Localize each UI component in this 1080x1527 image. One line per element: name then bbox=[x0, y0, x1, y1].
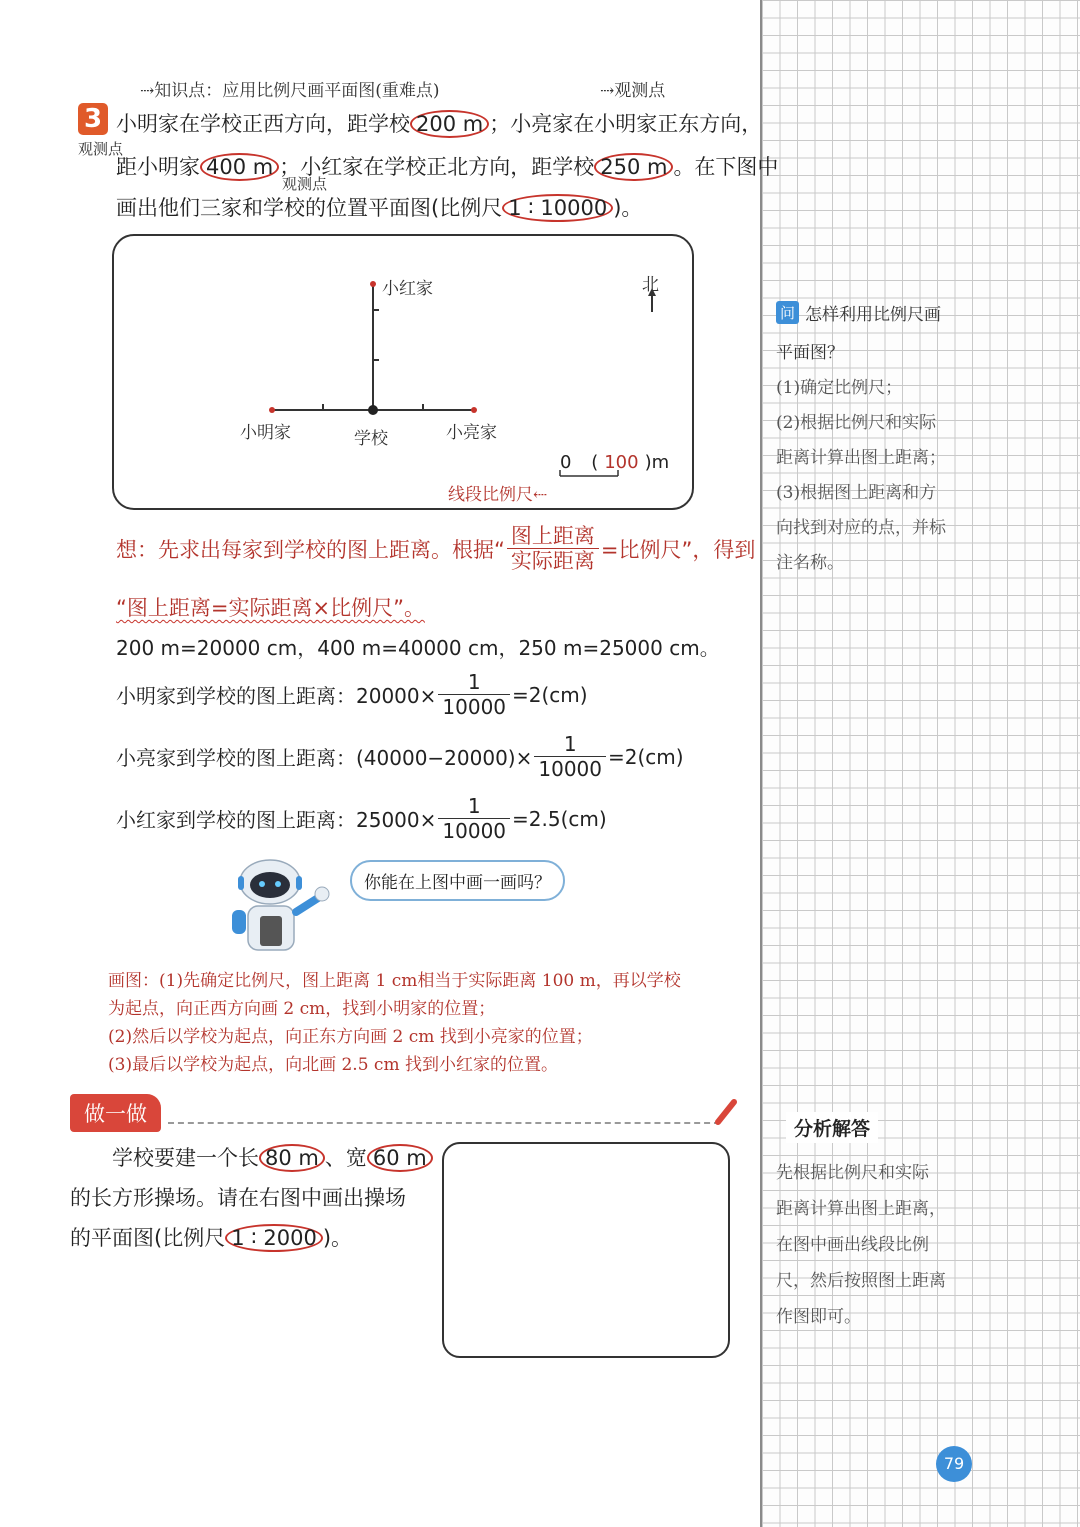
value-250m: 250 m bbox=[594, 153, 673, 181]
sidebar-q-line-6: 注名称。 bbox=[776, 553, 844, 573]
notes-grid bbox=[760, 0, 1080, 1527]
sidebar-q-line-1: (1)确定比例尺； bbox=[776, 378, 903, 398]
practice-tag: 做一做 bbox=[70, 1094, 161, 1132]
step-line-2: 为起点，向正西方向画 2 cm，找到小明家的位置； bbox=[108, 999, 496, 1019]
observe-note-mid: 观测点 bbox=[282, 175, 328, 193]
label-xiaoliang: 小亮家 bbox=[446, 423, 497, 443]
analysis-line-4: 尺，然后按照图上距离 bbox=[776, 1271, 946, 1291]
calc-row-xiaohong: 小红家到学校的图上距离：25000× $\frac{1}{10000}$ =2.5(cm) bbox=[116, 794, 607, 843]
observe-note-right: ⇢观测点 bbox=[600, 81, 666, 101]
ratio-fraction: $\frac{\text{图上距离}}{\text{实际距离}}$ bbox=[507, 524, 599, 573]
problem-number-badge: 3 bbox=[78, 103, 108, 135]
unit-conversion: 200 m=20000 cm，400 m=40000 cm，250 m=25000 cm。 bbox=[116, 636, 720, 660]
problem-line-1: 小明家在学校正西方向，距学校 200 m ；小亮家在小明家正东方向， bbox=[116, 112, 763, 136]
think-line-1: 想：先求出每家到学校的图上距离。根据“ $\frac{\text{图上距离}}{\text{实际距离}}$ =比例尺”，得到 bbox=[116, 524, 756, 573]
step-line-4: (3)最后以学校为起点，向北画 2.5 cm 找到小红家的位置。 bbox=[108, 1055, 558, 1075]
value-80m: 80 m bbox=[259, 1144, 325, 1172]
pencil-icon bbox=[714, 1098, 738, 1126]
analysis-line-2: 距离计算出图上距离， bbox=[776, 1199, 946, 1219]
calc-row-xiaoming: 小明家到学校的图上距离：20000× $\frac{1}{10000}$ =2(cm) bbox=[116, 670, 588, 719]
sidebar-q-line-5: 向找到对应的点，并标 bbox=[776, 518, 946, 538]
practice-line-3: 的平面图(比例尺 1 ∶ 2000 )。 bbox=[70, 1226, 353, 1250]
label-xiaoming: 小明家 bbox=[240, 423, 291, 443]
north-label: 北 bbox=[642, 275, 659, 295]
scale-bar-text: 0 ( 100 )m bbox=[560, 452, 670, 473]
sidebar-q-line-4: (3)根据图上距离和方 bbox=[776, 483, 937, 503]
label-xiaohong: 小红家 bbox=[382, 279, 433, 299]
step-line-3: (2)然后以学校为起点，向正东方向画 2 cm 找到小亮家的位置； bbox=[108, 1027, 593, 1047]
sidebar-question-title-2: 平面图？ bbox=[776, 343, 844, 363]
page-number: 79 bbox=[936, 1446, 972, 1482]
sidebar-question-title: 问 怎样利用比例尺画 bbox=[776, 300, 941, 325]
robot-illustration bbox=[228, 858, 340, 958]
label-school: 学校 bbox=[354, 429, 388, 449]
practice-line-1: 学校要建一个长 80 m 、宽 60 m bbox=[112, 1142, 433, 1172]
analysis-title: 分析解答 bbox=[786, 1112, 878, 1143]
calc-row-xiaoliang: 小亮家到学校的图上距离：(40000−20000)× $\frac{1}{10000}$ =2(cm) bbox=[116, 732, 684, 781]
problem-line-3: 画出他们三家和学校的位置平面图(比例尺 1 ∶ 10000 )。 bbox=[116, 196, 643, 220]
analysis-line-5: 作图即可。 bbox=[776, 1307, 861, 1327]
value-scale: 1 ∶ 10000 bbox=[502, 194, 613, 222]
step-line-1: 画图：(1)先确定比例尺，图上距离 1 cm相当于实际距离 100 m，再以学校 bbox=[108, 971, 681, 991]
robot-speech-bubble: 你能在上图中画一画吗？ bbox=[350, 860, 565, 901]
problem-line-2: 距小明家 400 m ；小红家在学校正北方向，距学校 250 m 。在下图中 bbox=[116, 155, 779, 179]
question-icon: 问 bbox=[776, 301, 799, 324]
observe-note-left: 观测点 bbox=[78, 140, 124, 158]
practice-line-2: 的长方形操场。请在右图中画出操场 bbox=[70, 1186, 406, 1210]
think-line-2: “图上距离=实际距离×比例尺”。 bbox=[116, 596, 425, 620]
knowledge-note: ⇢知识点：应用比例尺画平面图(重难点) bbox=[140, 81, 440, 101]
analysis-line-3: 在图中画出线段比例 bbox=[776, 1235, 929, 1255]
value-400m: 400 m bbox=[200, 153, 279, 181]
position-diagram bbox=[112, 234, 694, 510]
scale-bar-label: 线段比例尺⇠ bbox=[448, 485, 548, 505]
value-scale-2000: 1 ∶ 2000 bbox=[225, 1224, 323, 1252]
practice-drawing-box[interactable] bbox=[442, 1142, 730, 1358]
practice-divider bbox=[168, 1122, 720, 1124]
value-60m: 60 m bbox=[367, 1144, 433, 1172]
sidebar-q-line-2: (2)根据比例尺和实际 bbox=[776, 413, 937, 433]
sidebar-q-line-3: 距离计算出图上距离； bbox=[776, 448, 946, 468]
analysis-line-1: 先根据比例尺和实际 bbox=[776, 1163, 929, 1183]
value-200m: 200 m bbox=[410, 110, 489, 138]
